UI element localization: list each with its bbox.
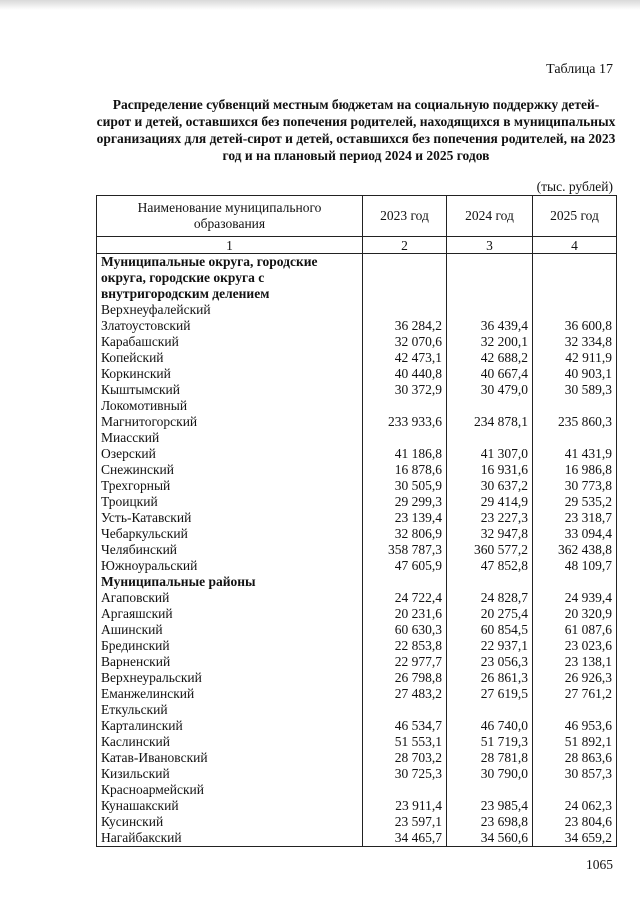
value-2024 — [447, 702, 533, 718]
municipality-name: Каслинский — [97, 734, 363, 750]
value-2024: 32 200,1 — [447, 334, 533, 350]
section-row — [97, 574, 617, 590]
header-2025: 2025 год — [533, 196, 617, 237]
municipality-name: Кизильский — [97, 766, 363, 782]
value-2024: 23 056,3 — [447, 654, 533, 670]
value-2024 — [447, 430, 533, 446]
column-number-4: 4 — [533, 237, 617, 254]
value-2023 — [363, 702, 447, 718]
value-2024: 42 688,2 — [447, 350, 533, 366]
municipality-name: Усть-Катавский — [97, 510, 363, 526]
value-2025: 42 911,9 — [533, 350, 617, 366]
municipality-name: Кусинский — [97, 814, 363, 830]
value-2024: 29 414,9 — [447, 494, 533, 510]
value-2024: 41 307,0 — [447, 446, 533, 462]
value-2023: 34 465,7 — [363, 830, 447, 847]
value-2025: 28 863,6 — [533, 750, 617, 766]
table-row — [97, 302, 617, 318]
table-row — [97, 558, 617, 574]
municipality-name: Красноармейский — [97, 782, 363, 798]
value-2023: 32 806,9 — [363, 526, 447, 542]
table-row — [97, 622, 617, 638]
table-row — [97, 750, 617, 766]
municipality-name: Кунашакский — [97, 798, 363, 814]
value-2024: 30 790,0 — [447, 766, 533, 782]
value-2025: 30 773,8 — [533, 478, 617, 494]
table-row — [97, 430, 617, 446]
value-2025: 23 023,6 — [533, 638, 617, 654]
table-row — [97, 670, 617, 686]
value-2025 — [533, 574, 617, 590]
value-2023: 23 139,4 — [363, 510, 447, 526]
municipality-name: Муниципальные округа, городские округа, городские округа с внутригородским делением — [97, 254, 363, 303]
value-2024: 23 698,8 — [447, 814, 533, 830]
municipality-name: Брединский — [97, 638, 363, 654]
section-row — [97, 254, 617, 303]
value-2023: 22 977,7 — [363, 654, 447, 670]
value-2025 — [533, 702, 617, 718]
value-2023: 16 878,6 — [363, 462, 447, 478]
municipality-name: Златоустовский — [97, 318, 363, 334]
table-row — [97, 510, 617, 526]
value-2024 — [447, 398, 533, 414]
value-2023: 42 473,1 — [363, 350, 447, 366]
table-row — [97, 814, 617, 830]
value-2023: 23 911,4 — [363, 798, 447, 814]
value-2023: 29 299,3 — [363, 494, 447, 510]
column-number-3: 3 — [447, 237, 533, 254]
value-2023 — [363, 302, 447, 318]
document-title: Распределение субвенций местным бюджетам на социальную поддержку детей-сирот и детей, оставшихся без попечения родителей, находящихся в муниципальных организациях для детей-сирот и детей, оставшихся без попечения родителей, на 2023 год и на плановый период 2024 и 2025 годов — [96, 97, 616, 163]
value-2024: 23 985,4 — [447, 798, 533, 814]
municipality-name: Еманжелинский — [97, 686, 363, 702]
value-2023: 46 534,7 — [363, 718, 447, 734]
page-number: 1065 — [586, 857, 613, 872]
municipality-name: Катав-Ивановский — [97, 750, 363, 766]
value-2024: 32 947,8 — [447, 526, 533, 542]
municipality-name: Карабашский — [97, 334, 363, 350]
value-2025 — [533, 302, 617, 318]
value-2023: 51 553,1 — [363, 734, 447, 750]
value-2024: 26 861,3 — [447, 670, 533, 686]
value-2023: 22 853,8 — [363, 638, 447, 654]
value-2025 — [533, 398, 617, 414]
value-2025 — [533, 782, 617, 798]
value-2023: 41 186,8 — [363, 446, 447, 462]
municipality-name: Кыштымский — [97, 382, 363, 398]
table-row — [97, 830, 617, 847]
table-row — [97, 734, 617, 750]
municipality-name: Верхнеуральский — [97, 670, 363, 686]
value-2024: 36 439,4 — [447, 318, 533, 334]
value-2024: 24 828,7 — [447, 590, 533, 606]
value-2025: 26 926,3 — [533, 670, 617, 686]
table-row — [97, 366, 617, 382]
municipality-name: Варненский — [97, 654, 363, 670]
subvention-table — [96, 195, 617, 847]
value-2025: 20 320,9 — [533, 606, 617, 622]
value-2025: 61 087,6 — [533, 622, 617, 638]
value-2024: 60 854,5 — [447, 622, 533, 638]
table-row — [97, 398, 617, 414]
municipality-name: Чебаркульский — [97, 526, 363, 542]
municipality-name: Нагайбакский — [97, 830, 363, 847]
value-2025: 46 953,6 — [533, 718, 617, 734]
value-2025: 27 761,2 — [533, 686, 617, 702]
table-row — [97, 782, 617, 798]
value-2024 — [447, 302, 533, 318]
column-number-1: 1 — [97, 237, 363, 254]
value-2023: 23 597,1 — [363, 814, 447, 830]
value-2024: 30 637,2 — [447, 478, 533, 494]
value-2024: 360 577,2 — [447, 542, 533, 558]
value-2024: 46 740,0 — [447, 718, 533, 734]
table-row — [97, 606, 617, 622]
municipality-name: Копейский — [97, 350, 363, 366]
municipality-name: Еткульский — [97, 702, 363, 718]
value-2025: 24 939,4 — [533, 590, 617, 606]
municipality-name: Миасский — [97, 430, 363, 446]
table-row — [97, 494, 617, 510]
value-2025: 23 138,1 — [533, 654, 617, 670]
value-2023: 32 070,6 — [363, 334, 447, 350]
municipality-name: Озерский — [97, 446, 363, 462]
table-row — [97, 446, 617, 462]
table-row — [97, 478, 617, 494]
value-2023 — [363, 782, 447, 798]
value-2025: 48 109,7 — [533, 558, 617, 574]
table-row — [97, 318, 617, 334]
value-2023: 20 231,6 — [363, 606, 447, 622]
value-2023: 47 605,9 — [363, 558, 447, 574]
municipality-name: Челябинский — [97, 542, 363, 558]
value-2025: 51 892,1 — [533, 734, 617, 750]
table-body — [97, 254, 617, 847]
municipality-name: Муниципальные районы — [97, 574, 363, 590]
table-row — [97, 686, 617, 702]
value-2024 — [447, 782, 533, 798]
municipality-name: Карталинский — [97, 718, 363, 734]
value-2024 — [447, 574, 533, 590]
value-2024: 20 275,4 — [447, 606, 533, 622]
value-2023: 30 372,9 — [363, 382, 447, 398]
table-row — [97, 702, 617, 718]
value-2023: 60 630,3 — [363, 622, 447, 638]
table-row — [97, 638, 617, 654]
value-2025: 30 589,3 — [533, 382, 617, 398]
value-2025 — [533, 254, 617, 303]
value-2024: 28 781,8 — [447, 750, 533, 766]
value-2023: 30 725,3 — [363, 766, 447, 782]
value-2023 — [363, 430, 447, 446]
value-2023: 26 798,8 — [363, 670, 447, 686]
table-row — [97, 414, 617, 430]
table-row — [97, 526, 617, 542]
value-2024: 51 719,3 — [447, 734, 533, 750]
value-2025: 40 903,1 — [533, 366, 617, 382]
value-2024: 23 227,3 — [447, 510, 533, 526]
column-number-2: 2 — [363, 237, 447, 254]
table-label: Таблица 17 — [546, 62, 613, 77]
scan-top-shadow — [0, 0, 640, 10]
value-2025: 23 804,6 — [533, 814, 617, 830]
value-2025: 32 334,8 — [533, 334, 617, 350]
value-2025: 41 431,9 — [533, 446, 617, 462]
header-2024: 2024 год — [447, 196, 533, 237]
value-2024: 234 878,1 — [447, 414, 533, 430]
value-2024: 16 931,6 — [447, 462, 533, 478]
value-2023: 30 505,9 — [363, 478, 447, 494]
table-row — [97, 382, 617, 398]
value-2024: 34 560,6 — [447, 830, 533, 847]
table-row — [97, 798, 617, 814]
value-2023: 233 933,6 — [363, 414, 447, 430]
municipality-name: Локомотивный — [97, 398, 363, 414]
municipality-name: Верхнеуфалейский — [97, 302, 363, 318]
value-2023 — [363, 254, 447, 303]
value-2025: 23 318,7 — [533, 510, 617, 526]
municipality-name: Ашинский — [97, 622, 363, 638]
value-2025: 29 535,2 — [533, 494, 617, 510]
table-row — [97, 334, 617, 350]
value-2025: 24 062,3 — [533, 798, 617, 814]
value-2023 — [363, 398, 447, 414]
value-2023: 40 440,8 — [363, 366, 447, 382]
municipality-name: Агаповский — [97, 590, 363, 606]
value-2023: 27 483,2 — [363, 686, 447, 702]
table-row — [97, 350, 617, 366]
table-row — [97, 462, 617, 478]
municipality-name: Снежинский — [97, 462, 363, 478]
header-2023: 2023 год — [363, 196, 447, 237]
municipality-name: Коркинский — [97, 366, 363, 382]
value-2025: 36 600,8 — [533, 318, 617, 334]
value-2023 — [363, 574, 447, 590]
value-2023: 36 284,2 — [363, 318, 447, 334]
value-2025: 34 659,2 — [533, 830, 617, 847]
value-2024: 27 619,5 — [447, 686, 533, 702]
value-2025: 16 986,8 — [533, 462, 617, 478]
header-name: Наименование муниципального образования — [97, 196, 363, 237]
value-2025: 33 094,4 — [533, 526, 617, 542]
municipality-name: Южноуральский — [97, 558, 363, 574]
value-2025 — [533, 430, 617, 446]
municipality-name: Магнитогорский — [97, 414, 363, 430]
table-row — [97, 766, 617, 782]
units-label: (тыс. рублей) — [536, 179, 613, 194]
value-2023: 24 722,4 — [363, 590, 447, 606]
value-2023: 28 703,2 — [363, 750, 447, 766]
value-2024: 22 937,1 — [447, 638, 533, 654]
value-2025: 235 860,3 — [533, 414, 617, 430]
value-2024 — [447, 254, 533, 303]
value-2024: 40 667,4 — [447, 366, 533, 382]
value-2023: 358 787,3 — [363, 542, 447, 558]
municipality-name: Трехгорный — [97, 478, 363, 494]
value-2024: 47 852,8 — [447, 558, 533, 574]
table-row — [97, 590, 617, 606]
table-row — [97, 654, 617, 670]
value-2024: 30 479,0 — [447, 382, 533, 398]
table-row — [97, 718, 617, 734]
table-row — [97, 542, 617, 558]
municipality-name: Троицкий — [97, 494, 363, 510]
value-2025: 362 438,8 — [533, 542, 617, 558]
value-2025: 30 857,3 — [533, 766, 617, 782]
municipality-name: Аргаяшский — [97, 606, 363, 622]
